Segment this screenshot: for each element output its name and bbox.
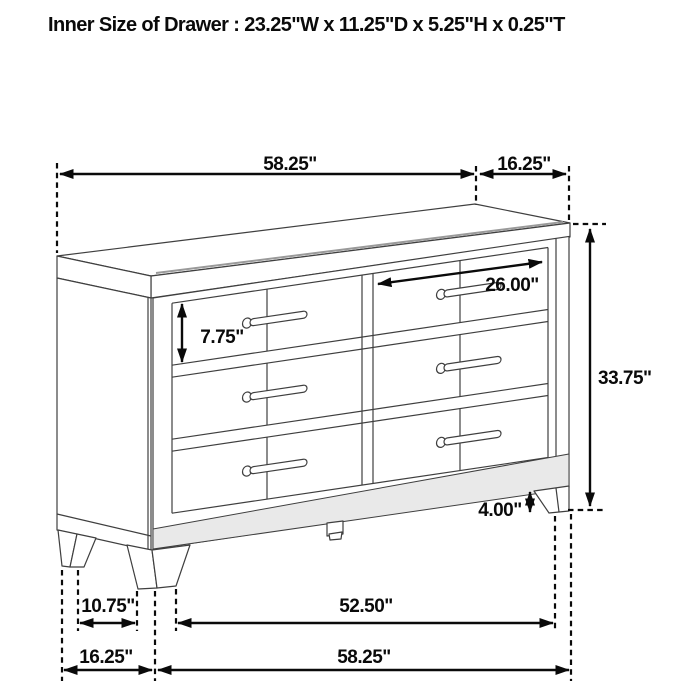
dim-floor-depth <box>64 647 152 670</box>
dresser-side-panel <box>57 278 151 551</box>
dim-floor-width <box>158 647 569 670</box>
dimension-label: 16.25" <box>79 647 133 668</box>
page-title: Inner Size of Drawer : 23.25"W x 11.25"D x 5.25"H x 0.25"T <box>48 14 565 36</box>
leg-front-face <box>152 545 190 588</box>
dimension-label: 10.75" <box>81 596 135 617</box>
dimension-label: 26.00" <box>485 275 539 296</box>
dimension-label: 58.25" <box>263 154 317 175</box>
dim-top-width <box>60 154 474 175</box>
dimension-label: 58.25" <box>337 647 391 668</box>
dim-leg-width-spacing <box>178 596 553 623</box>
dimension-label: 16.25" <box>497 154 551 175</box>
dresser <box>57 204 570 589</box>
dimension-label: 52.50" <box>339 596 393 617</box>
dim-leg-depth-spacing <box>80 596 135 623</box>
dim-overall-height <box>590 229 652 506</box>
leg-front-left <box>127 545 190 589</box>
leg-front-face <box>534 486 569 513</box>
leg-center <box>327 521 343 540</box>
dimension-label: 7.75" <box>200 327 244 348</box>
dim-top-depth <box>480 154 566 175</box>
leg-foot <box>329 532 342 540</box>
dimension-label: 33.75" <box>598 368 652 389</box>
leg-front-right <box>534 486 569 513</box>
side-panel-face <box>57 278 151 551</box>
dimension-label: 4.00" <box>478 500 522 521</box>
